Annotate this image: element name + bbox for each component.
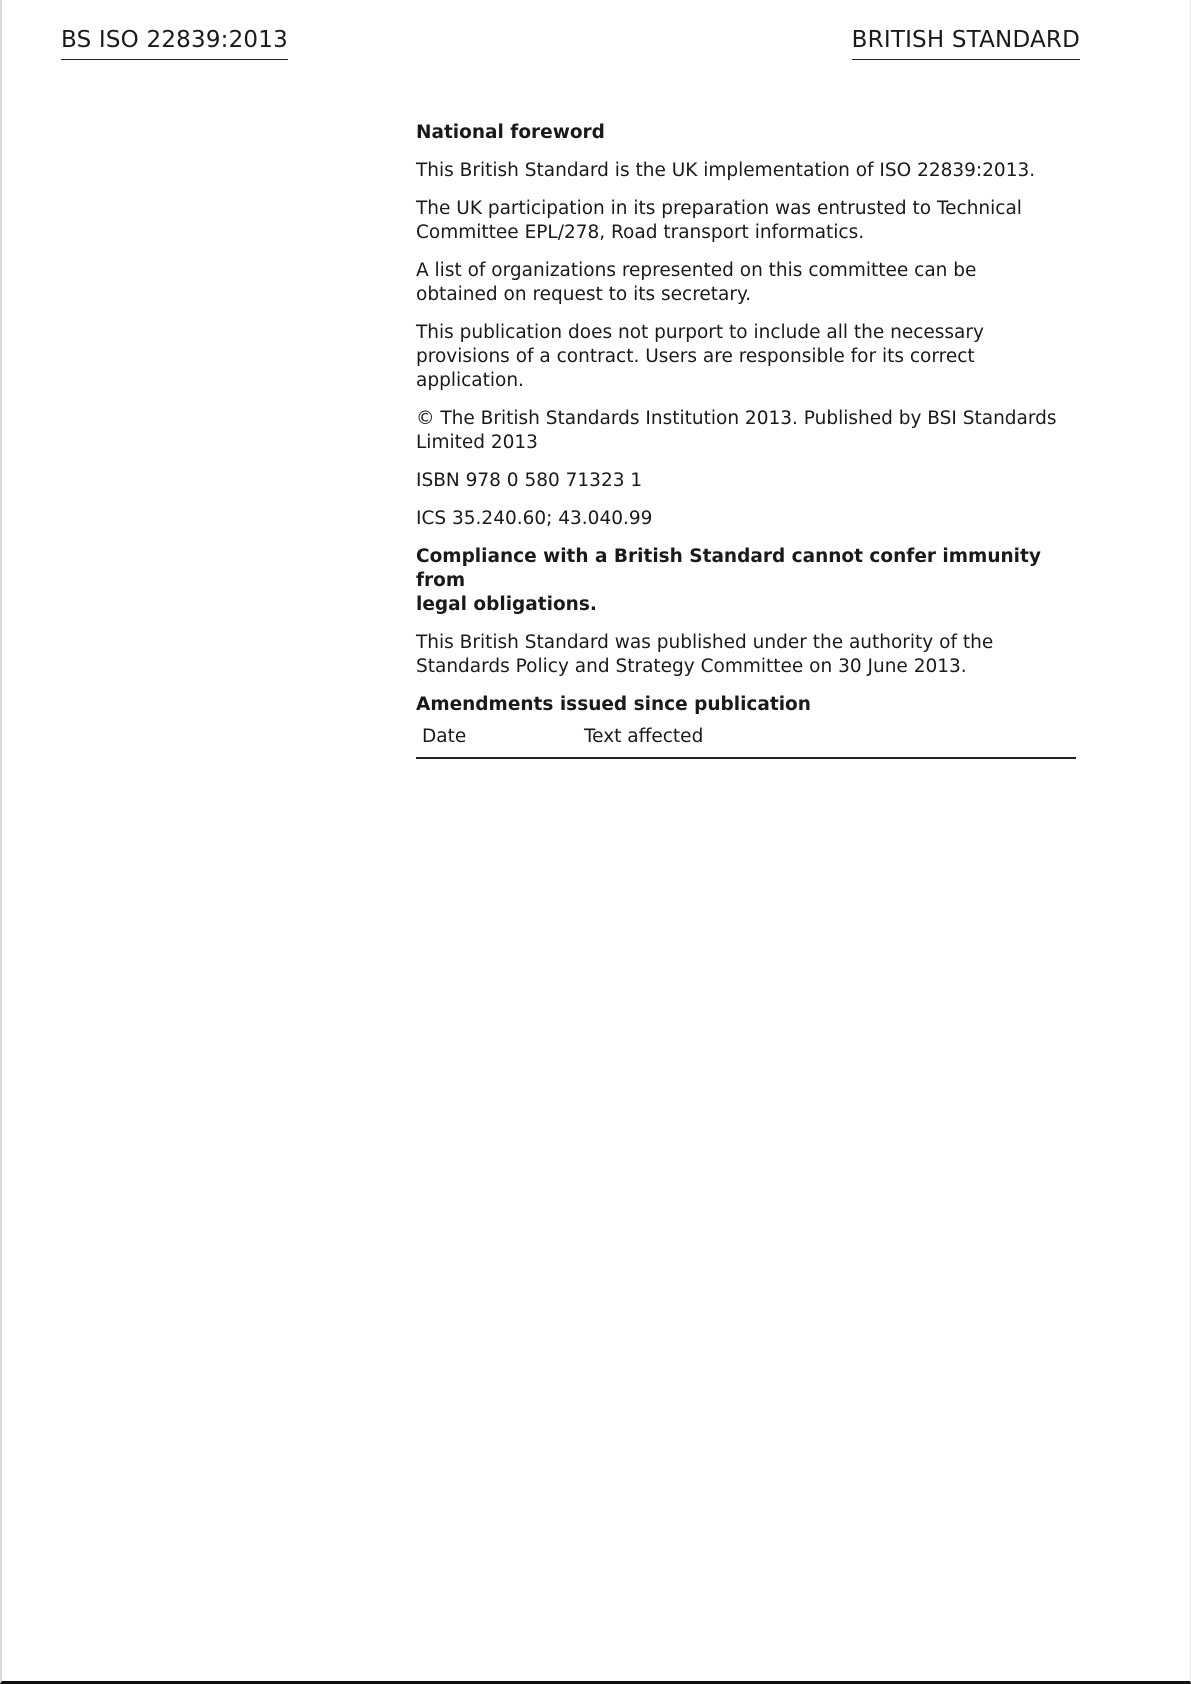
text-line: Standards Policy and Strategy Committee on 30 June 2013. bbox=[416, 656, 967, 677]
copyright-notice bbox=[416, 407, 1076, 455]
text-line: Limited 2013 bbox=[416, 432, 538, 453]
header-left-rule bbox=[61, 59, 288, 60]
text-line: obtained on request to its secretary. bbox=[416, 284, 752, 305]
compliance-statement bbox=[416, 545, 1076, 617]
header-left-text: BS ISO 22839:2013 bbox=[61, 27, 288, 53]
text-line: provisions of a contract. Users are responsible for its correct bbox=[416, 346, 975, 367]
foreword-paragraph-implementation bbox=[416, 159, 1076, 183]
header-standard-number bbox=[61, 27, 288, 60]
text-line: A list of organizations represented on this committee can be bbox=[416, 260, 977, 281]
text-line: Compliance with a British Standard cannot confer immunity from bbox=[416, 546, 1041, 591]
text-line: ICS 35.240.60; 43.040.99 bbox=[416, 508, 653, 529]
amendments-rule bbox=[416, 757, 1076, 759]
ics-codes bbox=[416, 507, 1076, 531]
text-line: This British Standard was published under the authority of the bbox=[416, 632, 994, 653]
text-line: legal obligations. bbox=[416, 594, 597, 615]
national-foreword-section bbox=[416, 121, 1076, 759]
foreword-paragraph-committee bbox=[416, 197, 1076, 245]
header-right-text: BRITISH STANDARD bbox=[851, 27, 1080, 53]
amendments-title: Amendments issued since publication bbox=[416, 694, 811, 715]
isbn bbox=[416, 469, 1076, 493]
foreword-paragraph-organizations bbox=[416, 259, 1076, 307]
column-text-affected: Text affected bbox=[584, 726, 704, 747]
text-line: Committee EPL/278, Road transport informatics. bbox=[416, 222, 865, 243]
text-line: This publication does not purport to include all the necessary bbox=[416, 322, 984, 343]
header-standard-type bbox=[852, 27, 1080, 60]
text-line: This British Standard is the UK implementation of ISO 22839:2013. bbox=[416, 160, 1036, 181]
column-date: Date bbox=[422, 726, 467, 747]
foreword-title: National foreword bbox=[416, 122, 605, 143]
publication-authority bbox=[416, 631, 1076, 679]
text-line: The UK participation in its preparation was entrusted to Technical bbox=[416, 198, 1022, 219]
text-line: ISBN 978 0 580 71323 1 bbox=[416, 470, 643, 491]
amendments-table bbox=[416, 693, 1076, 759]
text-line: application. bbox=[416, 370, 524, 391]
amendments-header-row bbox=[416, 725, 1076, 749]
foreword-paragraph-contract bbox=[416, 321, 1076, 393]
header-right-rule bbox=[852, 59, 1080, 60]
text-line: © The British Standards Institution 2013. Published by BSI Standards bbox=[416, 408, 1057, 429]
